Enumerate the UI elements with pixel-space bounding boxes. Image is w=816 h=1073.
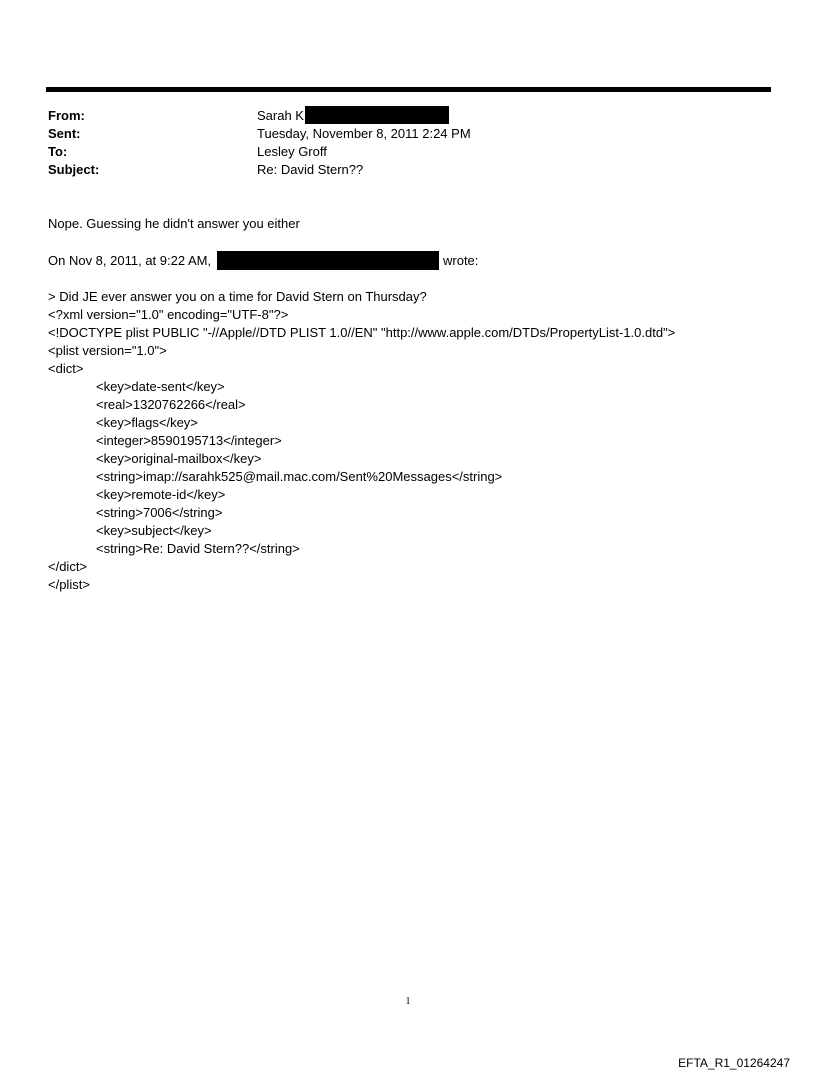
sent-label: Sent: — [48, 126, 81, 141]
plist-line: <key>remote-id</key> — [96, 487, 226, 502]
plist-line: <key>original-mailbox</key> — [96, 451, 262, 466]
reply-text: Nope. Guessing he didn't answer you either — [48, 216, 300, 231]
subject-label: Subject: — [48, 162, 100, 177]
quoted-question: > Did JE ever answer you on a time for David Stern on Thursday? — [48, 289, 427, 304]
sent-value: Tuesday, November 8, 2011 2:24 PM — [257, 126, 471, 141]
from-label: From: — [48, 108, 85, 123]
plist-line: <key>flags</key> — [96, 415, 198, 430]
plist-line: <string>imap://sarahk525@mail.mac.com/Sent%20Messages</string> — [96, 469, 503, 484]
quote-intro-prefix: On Nov 8, 2011, at 9:22 AM, — [48, 253, 212, 268]
subject-value: Re: David Stern?? — [257, 162, 364, 177]
redaction-box — [217, 251, 439, 270]
plist-line: <key>date-sent</key> — [96, 379, 225, 394]
page-number: 1 — [405, 996, 411, 1007]
dict-close: </dict> — [48, 559, 88, 574]
plist-open: <plist version="1.0"> — [48, 343, 167, 358]
to-label: To: — [48, 144, 68, 159]
plist-close: </plist> — [48, 577, 90, 592]
doctype-line: <!DOCTYPE plist PUBLIC "-//Apple//DTD PLIST 1.0//EN" "http://www.apple.com/DTDs/PropertyList-1.0.dtd"> — [48, 325, 676, 340]
dict-open: <dict> — [48, 361, 84, 376]
redaction-box — [305, 106, 449, 124]
xml-declaration: <?xml version="1.0" encoding="UTF-8"?> — [48, 307, 289, 322]
document-id: EFTA_R1_01264247 — [678, 1056, 790, 1070]
plist-line: <string>Re: David Stern??</string> — [96, 541, 300, 556]
header-rule — [46, 87, 771, 92]
plist-line: <real>1320762266</real> — [96, 397, 246, 412]
from-value: Sarah K — [257, 108, 304, 123]
quote-intro-suffix: wrote: — [443, 253, 479, 268]
plist-line: <key>subject</key> — [96, 523, 212, 538]
plist-line: <string>7006</string> — [96, 505, 223, 520]
plist-line: <integer>8590195713</integer> — [96, 433, 282, 448]
to-value: Lesley Groff — [257, 144, 327, 159]
